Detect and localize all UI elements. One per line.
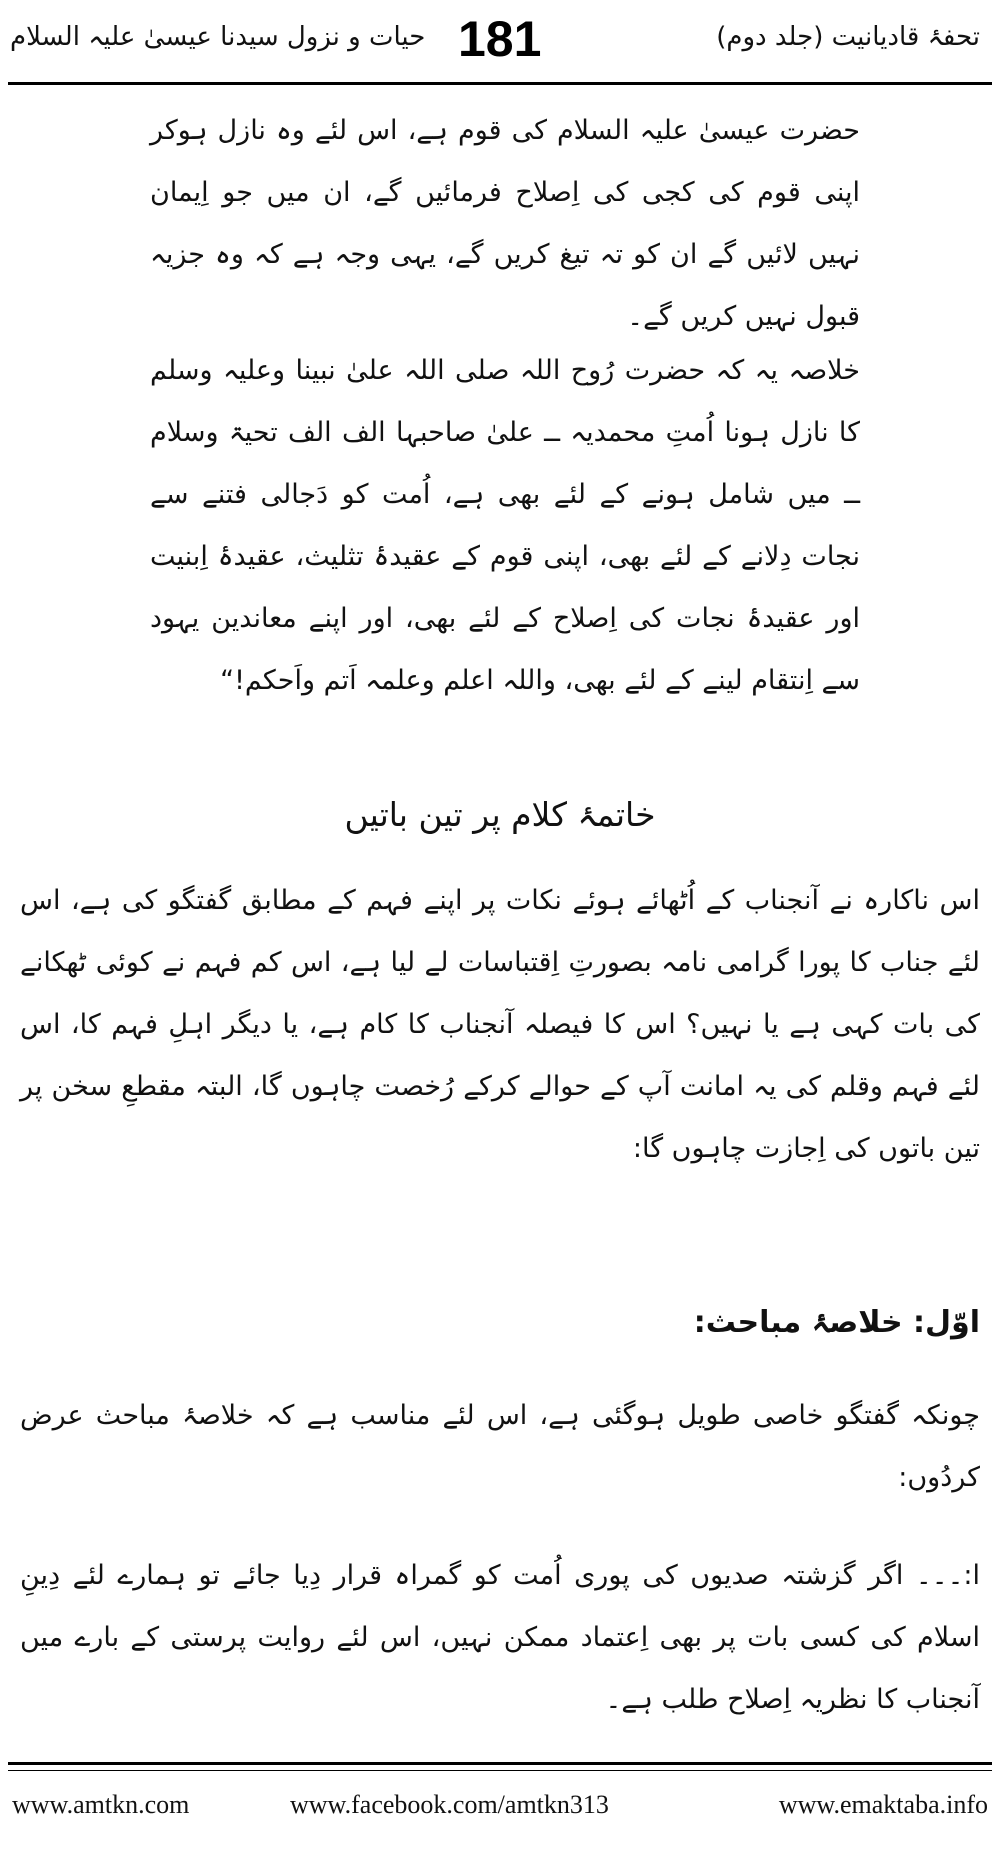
book-title: تحفۂ قادیانیت (جلد دوم) [716, 22, 980, 52]
paragraph-1 [150, 100, 860, 348]
paragraph-2 [150, 340, 860, 712]
header-rule [8, 82, 992, 85]
paragraph-text: حضرت عیسیٰ علیہ السلام کی قوم ہے، اس لئے وہ نازل ہوکر اپنی قوم کی کجی کی اِصلاح فرمائیں گے، ان میں جو اِیمان نہیں لائیں گے ان کو تہ تیغ کریں گے، یہی وجہ ہے کہ وہ جزیہ قبول نہیں کریں گے۔ [150, 115, 860, 332]
paragraph-text: اس ناکارہ نے آنجناب کے اُٹھائے ہوئے نکات پر اپنے فہم کے مطابق گفتگو کی ہے، اس لئے جناب کا پورا گرامی نامہ بصورتِ اِقتباسات لے لیا ہے، اس کم فہم نے کوئی ٹھکانے کی بات کہی ہے یا نہیں؟ اس کا فیصلہ آنجناب کا کام ہے، یا دیگر اہلِ فہم کا، اس لئے فہم وقلم کی یہ امانت آپ کے حوالے کرکے رُخصت چاہوں گا، البتہ مقطعِ سخن پر تین باتوں کی اِجازت چاہوں گا: [20, 885, 980, 1164]
paragraph-text: چونکہ گفتگو خاصی طویل ہوگئی ہے، اس لئے مناسب ہے کہ خلاصۂ مباحث عرض کردُوں: [20, 1400, 980, 1493]
paragraph-5 [20, 1545, 980, 1731]
paragraph-text: ا:۔۔۔ اگر گزشتہ صدیوں کی پوری اُمت کو گمراہ قرار دِیا جائے تو ہمارے لئے دِینِ اسلام کی کسی بات پر بھی اِعتماد ممکن نہیں، اس لئے روایت پرستی کے بارے میں آنجناب کا نظریہ اِصلاح طلب ہے۔ [20, 1560, 980, 1715]
paragraph-text: خلاصہ یہ کہ حضرت رُوح اللہ صلی اللہ علیٰ نبینا وعلیہ وسلم کا نازل ہونا اُمتِ محمدیہ ــ علیٰ صاحبہا الف الف تحیۃ وسلام ــ میں شامل ہونے کے لئے بھی ہے، اُمت کو دَجالی فتنے سے نجات دِلانے کے لئے بھی، اپنی قوم کے عقیدۂ تثلیث، عقیدۂ اِبنیت اور عقیدۂ نجات کی اِصلاح کے لئے بھی، اور اپنے معاندین یہود سے اِنتقام لینے کے لئے بھی، واللہ اعلم وعلمہ اَتم واَحکم!“ [150, 355, 860, 696]
page-footer [0, 1790, 1000, 1830]
page-header [0, 0, 1000, 80]
paragraph-4 [20, 1385, 980, 1509]
section-heading: خاتمۂ کلام پر تین باتیں [344, 795, 656, 834]
footer-link-facebook[interactable]: www.facebook.com/amtkn313 [290, 1790, 609, 1819]
footer-link-emaktaba[interactable]: www.emaktaba.info [778, 1790, 988, 1819]
footer-rule-thin [8, 1770, 992, 1771]
paragraph-3 [20, 870, 980, 1180]
footer-rule-thick [8, 1762, 992, 1765]
chapter-title: حیات و نزول سیدنا عیسیٰ علیہ السلام [10, 22, 426, 52]
sub-heading: اوّل: خلاصۂ مباحث: [693, 1305, 980, 1340]
footer-link-amtkn[interactable]: www.amtkn.com [12, 1790, 190, 1819]
page-number: 181 [458, 11, 542, 67]
